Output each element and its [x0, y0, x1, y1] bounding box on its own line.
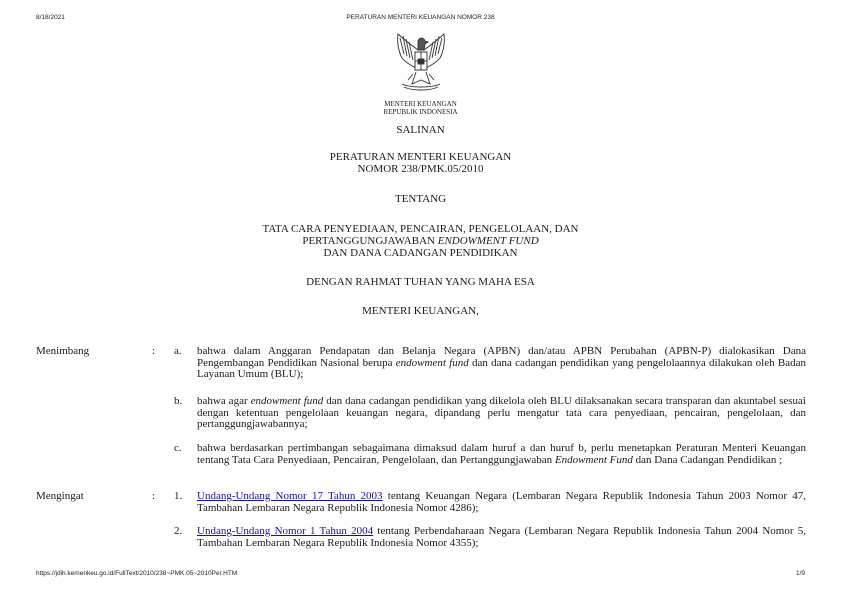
italic-text: Endowment Fund — [554, 453, 633, 466]
list-marker: c. — [174, 442, 182, 454]
list-item-text — [197, 491, 806, 514]
print-title: PERATURAN MENTERI KEUANGAN NOMOR 238 — [346, 14, 495, 21]
law-link-uu-17-2003[interactable]: Undang-Undang Nomor 17 Tahun 2003 — [197, 490, 383, 502]
text: dan dana cadangan pendidikan yang pengelolaannya dilakukan oleh Badan Layanan Umum (BLU); — [197, 356, 806, 381]
list-marker: 1. — [174, 490, 183, 502]
text: dan dana cadangan pendidikan yang dikelola oleh BLU dilaksanakan secara transparan dan akuntabel sesuai dengan ketentuan pengelolaan keuangan negara, dipandang perlu mengatur tata cara penyediaan, pencairan, pengelolaan, dan pertanggungjawabannya; — [197, 395, 806, 431]
print-date: 8/18/2021 — [36, 14, 65, 21]
regulation-title-line1: TATA CARA PENYEDIAAN, PENCAIRAN, PENGELOLAAN, DAN — [262, 223, 579, 235]
text: dan Dana Cadangan Pendidikan ; — [632, 453, 783, 466]
about-label: TENTANG — [394, 193, 447, 205]
regulation-title-line3: DAN DANA CADANGAN PENDIDIKAN — [323, 247, 518, 259]
garuda-emblem-icon — [388, 30, 454, 98]
colon: : — [152, 345, 156, 357]
print-url: https://jdih.kemenkeu.go.id/FullText/2010/238~PMK.05~2010Per.HTM — [36, 570, 238, 577]
page-number: 1/9 — [795, 570, 805, 577]
org-name-line2: REPUBLIK INDONESIA — [383, 108, 458, 116]
list-item-text — [197, 443, 806, 466]
menimbang-label: Menimbang — [36, 345, 90, 357]
list-marker: b. — [174, 395, 183, 407]
copy-label: SALINAN — [396, 124, 445, 136]
italic-text: endowment fund — [250, 395, 324, 407]
title-text: PERTANGGUNGJAWABAN — [302, 235, 438, 247]
mengingat-label: Mengingat — [36, 490, 84, 502]
text: bahwa berdasarkan pertimbangan sebagaimana dimaksud dalam huruf a dan huruf b, perlu menetapkan Peraturan Menteri Keuangan tentang Tata Cara Penyediaan, Pencairan, Pengelolaan, dan Pertanggungjawaban — [197, 442, 806, 466]
text: bahwa dalam Anggaran Pendapatan dan Belanja Negara (APBN) dan/atau APBN Perubahan (APBN-P) dialokasikan Dana Pengembangan Pendidikan Nasional berupa — [197, 345, 806, 369]
text: tentang Keuangan Negara (Lembaran Negara Republik Indonesia Tahun 2003 Nomor 47, Tambahan Lembaran Negara Republik Indonesia Nomor 4286); — [197, 490, 806, 514]
title-italic-text: ENDOWMENT FUND — [437, 235, 539, 247]
issuer: MENTERI KEUANGAN, — [362, 305, 479, 317]
text: tentang Perbendaharaan Negara (Lembaran Negara Republik Indonesia Tahun 2004 Nomor 5, Tambahan Lembaran Negara Republik Indonesia Nomor 4355); — [197, 525, 807, 549]
list-marker: 2. — [174, 525, 183, 537]
law-link-uu-1-2004[interactable]: Undang-Undang Nomor 1 Tahun 2004 — [197, 525, 374, 537]
regulation-number: NOMOR 238/PMK.05/2010 — [357, 163, 484, 175]
text: bahwa agar — [197, 395, 251, 407]
regulation-title-line2 — [0, 235, 841, 247]
list-item-text — [197, 526, 806, 549]
colon: : — [152, 490, 156, 502]
italic-text: endowment fund — [395, 356, 469, 369]
list-marker: a. — [174, 345, 182, 357]
list-item-text — [197, 396, 806, 431]
invocation: DENGAN RAHMAT TUHAN YANG MAHA ESA — [306, 276, 535, 288]
list-item-text — [197, 346, 806, 381]
regulation-type: PERATURAN MENTERI KEUANGAN — [329, 151, 512, 163]
org-name-line1: MENTERI KEUANGAN — [384, 100, 457, 108]
